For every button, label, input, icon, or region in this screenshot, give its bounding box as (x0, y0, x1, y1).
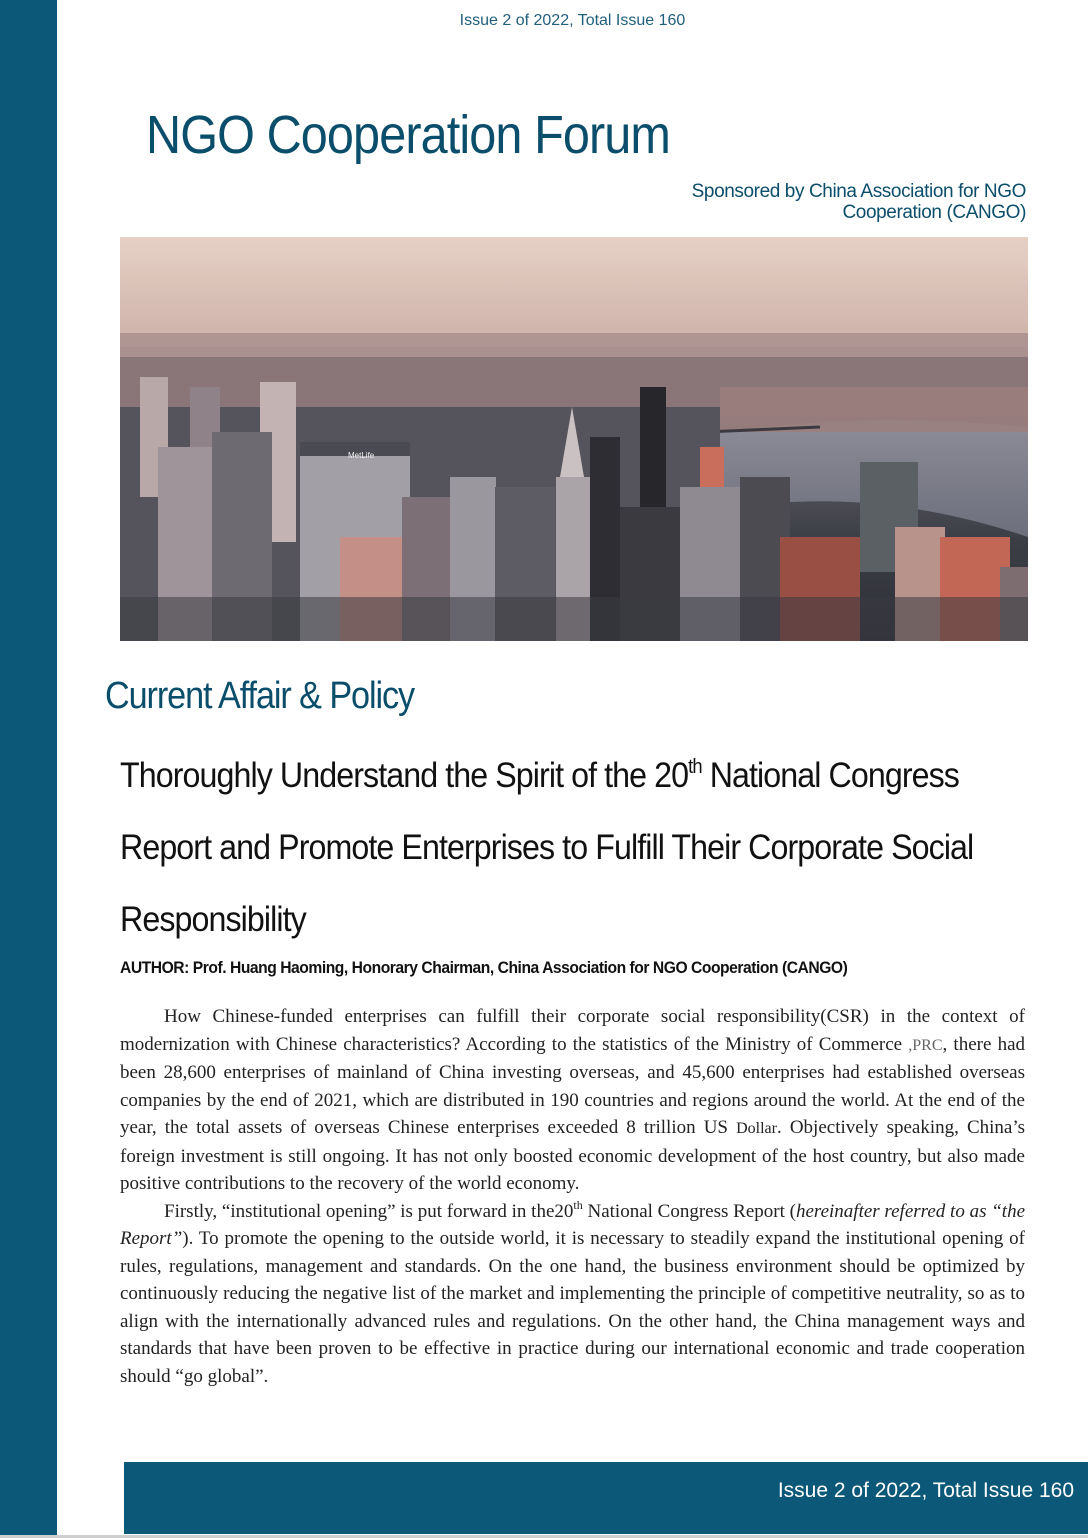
paragraph-2-text-b: National Congress Report ( (582, 1200, 796, 1222)
sponsor-line-2: Cooperation (CANGO) (842, 202, 1026, 223)
footer-issue: Issue 2 of 2022, Total Issue 160 (777, 1479, 1074, 1502)
footer-bar (124, 1462, 1088, 1534)
article-title (120, 740, 1003, 956)
section-title: Current Affair & Policy (105, 675, 415, 717)
author-line: AUTHOR: Prof. Huang Haoming, Honorary Chairman, China Association for NGO Cooperation (CANGO) (120, 958, 848, 977)
paragraph-1-prc: ,PRC (908, 1036, 943, 1054)
issue-header: Issue 2 of 2022, Total Issue 160 (459, 12, 686, 29)
article-title-superscript: th (688, 756, 702, 778)
paragraph-2-text-a: Firstly, “institutional opening” is put forward in the20 (164, 1200, 574, 1222)
paragraph-2-text-c: ). To promote the opening to the outside world, it is necessary to steadily expand the institutional opening of rules, regulations, management and standards. On the one hand, the business environment should be optimized by continuously reducing the negative list of the market and implementing the principle of competitive neutrality, so as to align with the internationally advanced rules and regulations. On the other hand, the China management ways and standards that have been proven to be effective in practice during our international economic and trade cooperation should “go global”. (120, 1228, 1025, 1387)
paragraph-2-superscript: th (573, 1197, 583, 1212)
paragraph-2-italic: hereinafter referred to as “the Report” (120, 1200, 1026, 1249)
paragraph-1 (120, 1003, 1025, 1198)
city-skyline-photo (120, 237, 1028, 641)
metlife-sign: MetLife (348, 451, 375, 460)
sponsor-line-1: Sponsored by China Association for NGO (691, 181, 1026, 202)
paragraph-1-text-a: How Chinese-funded enterprises can fulfill their corporate social responsibility(CSR) in the context of modernization with Chinese characteristics? According to the statistics of the Ministry of Commerce (120, 1006, 1025, 1055)
paragraph-2 (120, 1198, 1025, 1391)
article-title-part-1: Thoroughly Understand the Spirit of the 20 (120, 756, 689, 795)
article-title-part-2: National Congress Report and Promote Enterprises to Fulfill Their Corporate Social Responsibility (120, 756, 974, 939)
paragraph-1-text-b: , there had been 28,600 enterprises of mainland of China investing overseas, and 45,600 enterprises had established overseas companies by the end of 2021, which are distributed in 190 countries and regions around the world. At the end of the year, the total assets of overseas Chinese enterprises exceeded 8 trillion US (120, 1033, 1026, 1138)
left-accent-bar (0, 0, 57, 1538)
sponsor-line (606, 181, 1026, 223)
paragraph-1-text-c: . Objectively speaking, China’s foreign investment is still ongoing. It has not only boosted economic development of the host country, but also made positive contributions to the recovery of the world economy. (120, 1117, 1026, 1194)
paragraph-1-dollar: Dollar (736, 1120, 777, 1137)
article-body (120, 1003, 1025, 1390)
skyline-illustration (120, 237, 1028, 641)
masthead-title: NGO Cooperation Forum (146, 105, 671, 165)
